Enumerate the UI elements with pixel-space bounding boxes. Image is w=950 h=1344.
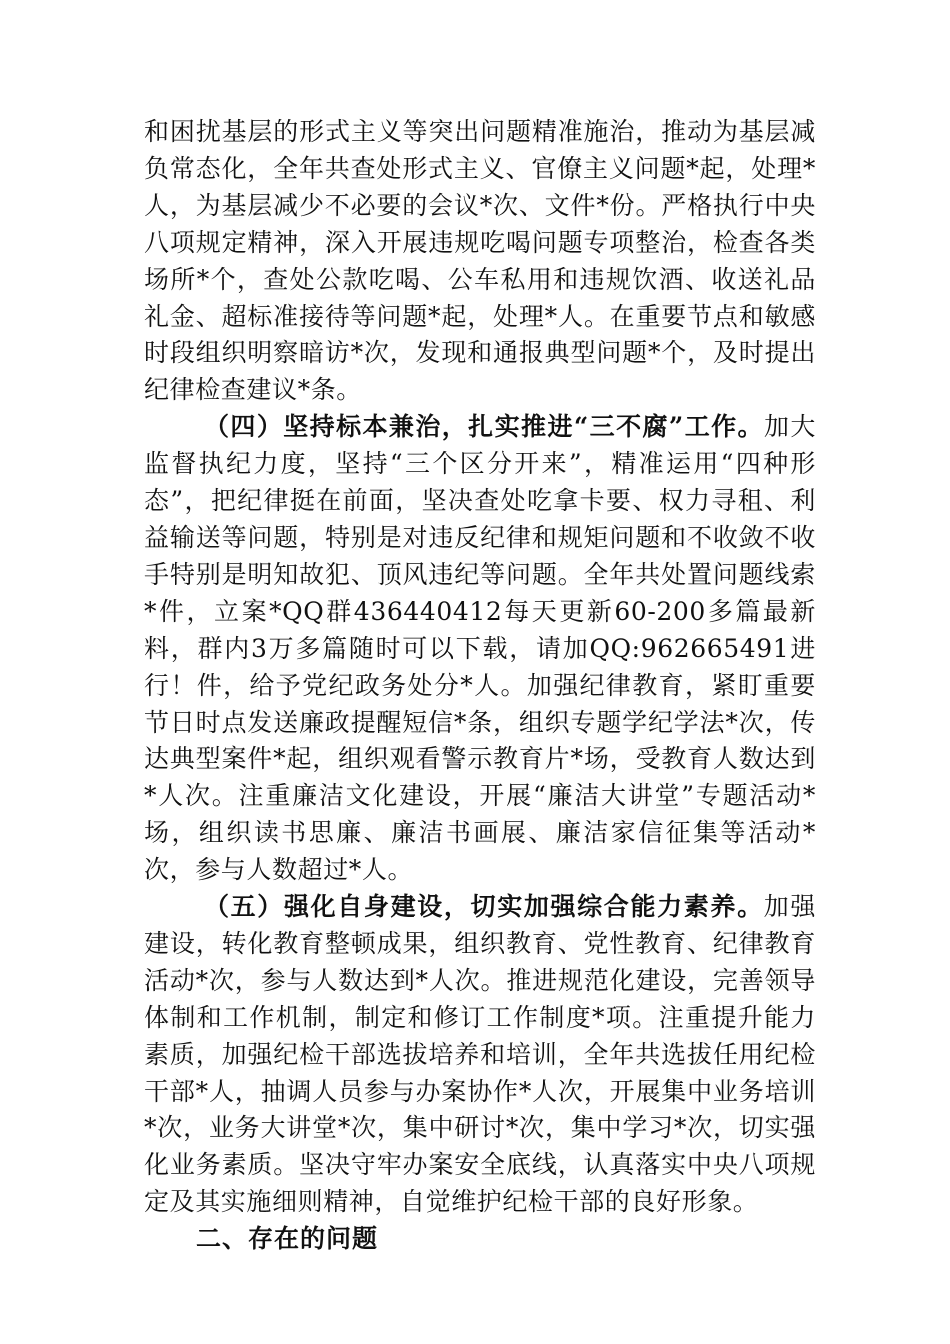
paragraph-text: 加大监督执纪力度，坚持“三个区分开来”，精准运用“四种形态”，把纪律挺在前面，坚决查处吃拿卡要、权力寻租、利益输送等问题，特别是对违反纪律和规矩问题和不收敛不收手特别是明知故犯、顶风违纪等问题。全年共处置问题线索*件，立案*QQ群436440412每天更新60-200多篇最新料，群内3万多篇随时可以下载，请加QQ:962665491进行！件，给予党纪政务处分*人。加强纪律教育，紧盯重要节日时点发送廉政提醒短信*条，组织专题学纪学法*次，传达典型案件*起，组织观看警示教育片*场，受教育人数达到*人次。注重廉洁文化建设，开展“廉洁大讲堂”专题活动*场，组织读书思廉、廉洁书画展、廉洁家信征集等活动*次，参与人数超过*人。: [144, 412, 817, 885]
paragraph-section-five: [144, 889, 816, 1221]
section-five-heading: （五）强化自身建设，切实加强综合能力素养。: [204, 892, 764, 922]
chapter-heading-problems: 二、存在的问题: [196, 1224, 379, 1254]
paragraph-text: 加强建设，转化教育整顿成果，组织教育、党性教育、纪律教育活动*次，参与人数达到*人次。推进规范化建设，完善领导体制和工作机制，制定和修订工作制度*项。注重提升能力素质，加强纪检干部选拔培养和培训，全年共选拔任用纪检干部*人，抽调人员参与办案协作*人次，开展集中业务培训*次，业务大讲堂*次，集中研讨*次，集中学习*次，切实强化业务素质。坚决守牢办案安全底线，认真落实中央八项规定及其实施细则精神，自觉维护纪检干部的良好形象。: [144, 892, 817, 1217]
paragraph-text: 和困扰基层的形式主义等突出问题精准施治，推动为基层减负常态化，全年共查处形式主义、官僚主义问题*起，处理*人，为基层减少不必要的会议*次、文件*份。严格执行中央八项规定精神，深入开展违规吃喝问题专项整治，检查各类场所*个，查处公款吃喝、公车私用和违规饮酒、收送礼品礼金、超标准接待等问题*起，处理*人。在重要节点和敏感时段组织明察暗访*次，发现和通报典型问题*个，及时提出纪律检查建议*条。: [144, 117, 816, 405]
paragraph-section-four: [144, 409, 816, 889]
section-four-heading: （四）坚持标本兼治，扎实推进“三不腐”工作。: [204, 412, 764, 442]
document-body: [144, 114, 816, 1258]
paragraph-continuation: [144, 114, 816, 409]
